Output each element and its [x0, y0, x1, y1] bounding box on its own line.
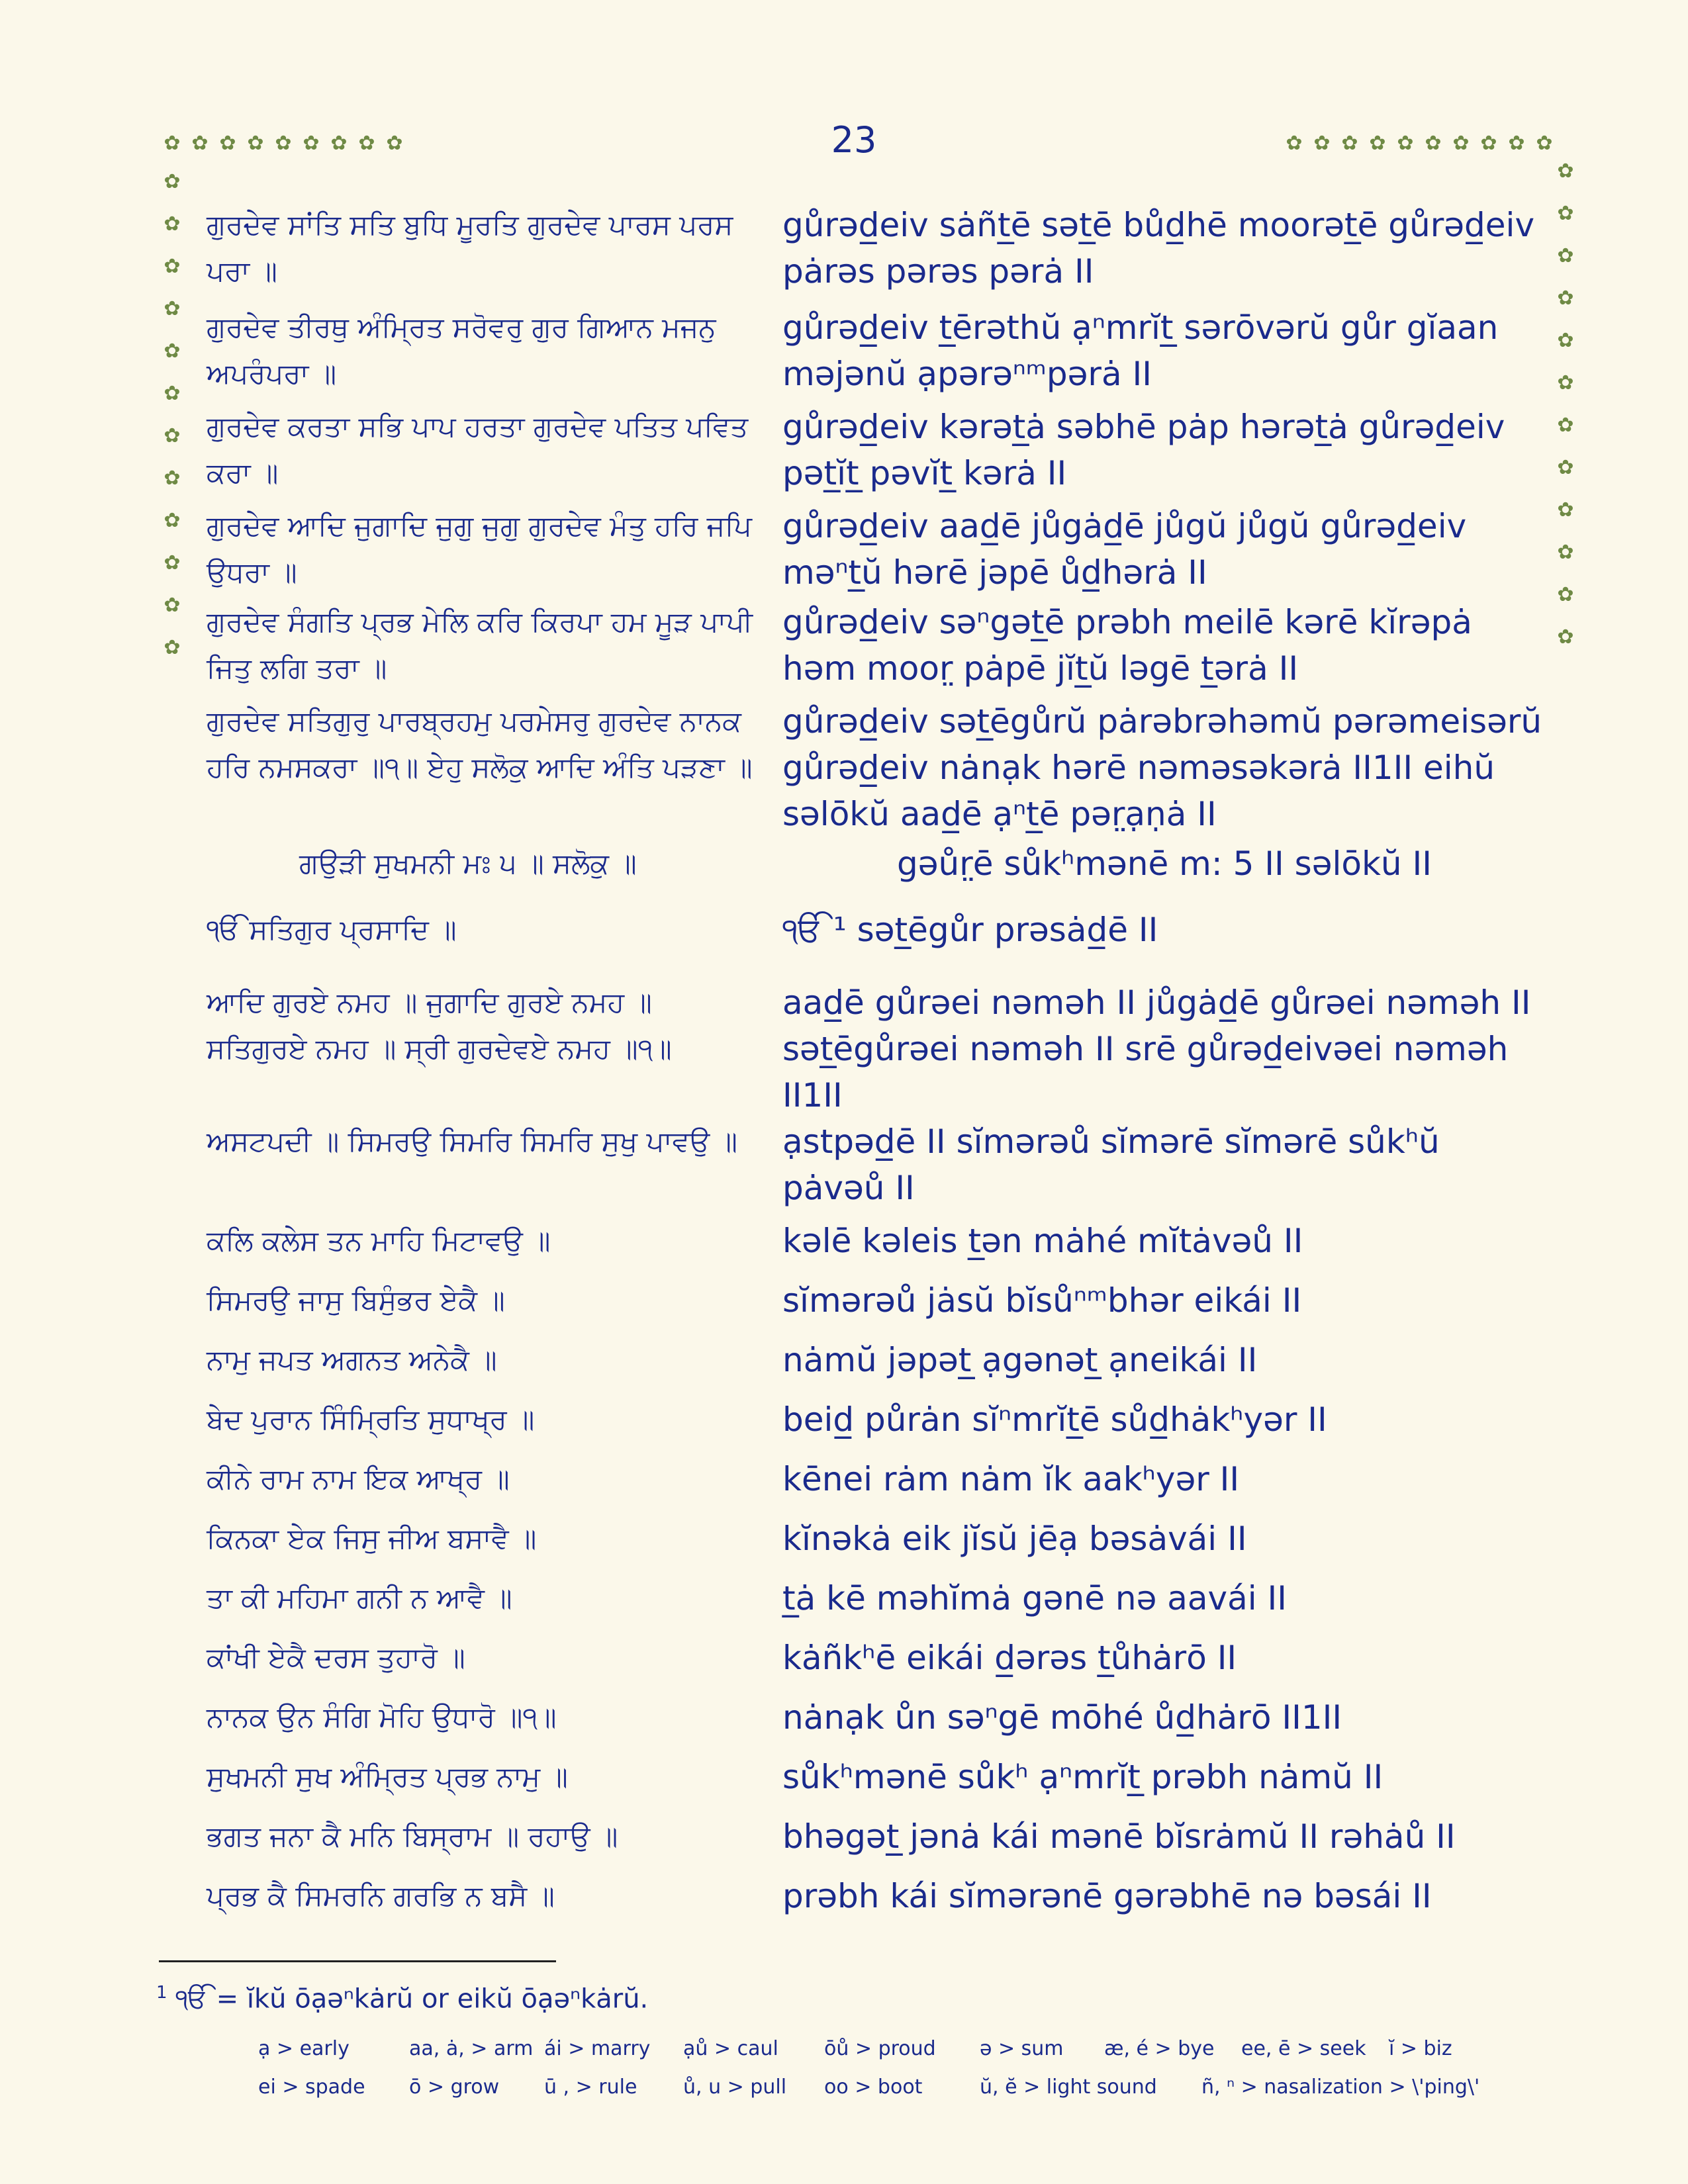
gurmukhi-verse: ਭਗਤ ਜਨਾ ਕੈ ਮਨਿ ਬਿਸ੍ਰਾਮ ॥ ਰਹਾਉ ॥	[207, 1820, 618, 1852]
legend-item: ů, u > pull	[683, 2075, 787, 2099]
flower-icon: ✿	[247, 132, 264, 155]
flower-icon: ✿	[164, 594, 181, 617]
legend-item: ee, ē > seek	[1241, 2037, 1366, 2060]
flower-icon: ✿	[1480, 132, 1497, 155]
legend-item: æ, é > bye	[1104, 2037, 1215, 2060]
transliteration-verse: sĭmərəů jȧsŭ bĭsůⁿᵐbhər eikái II	[782, 1281, 1302, 1320]
flower-icon: ✿	[164, 382, 181, 405]
gurmukhi-verse: ਆਦਿ ਗੁਰਏ ਨਮਹ ॥ ਜੁਗਾਦਿ ਗੁਰਏ ਨਮਹ ॥ ਸਤਿਗੁਰਏ ਨਮਹ ॥ ਸ੍ਰੀ ਗੁਰਦੇਵਏ ਨਮਹ ॥੧॥	[207, 986, 672, 1065]
flower-icon: ✿	[1452, 132, 1470, 155]
flower-icon: ✿	[164, 636, 181, 659]
gurmukhi-verse: ਗੁਰਦੇਵ ਸਾਂਤਿ ਸਤਿ ਬੁਧਿ ਮੂਰਤਿ ਗੁਰਦੇਵ ਪਾਰਸ ਪਰਸ ਪਰਾ ॥	[207, 208, 733, 287]
flower-icon: ✿	[1508, 132, 1525, 155]
gurmukhi-verse: ਕਿਨਕਾ ਏਕ ਜਿਸੁ ਜੀਅ ਬਸਾਵੈ ॥	[207, 1522, 537, 1555]
flower-icon: ✿	[1557, 456, 1574, 479]
transliteration-verse: ạstpəd̲ē II sĭmərəů sĭmərē sĭmərē sůkʰŭ pȧvəů II	[782, 1122, 1440, 1207]
gurmukhi-verse: ਗੁਰਦੇਵ ਤੀਰਥੁ ਅੰਮ੍ਰਿਤ ਸਰੋਵਰੁ ਗੁਰ ਗਿਆਨ ਮਜਨੁ ਅਪਰੰਪਰਾ ॥	[207, 311, 716, 390]
gurmukhi-verse: ਸਿਮਰਉ ਜਾਸੁ ਬਿਸੁੰਭਰ ਏਕੈ ॥	[207, 1284, 505, 1316]
flower-icon: ✿	[1557, 371, 1574, 394]
flower-icon: ✿	[164, 297, 181, 320]
flower-icon: ✿	[164, 424, 181, 447]
gurmukhi-verse: ਤਾ ਕੀ ਮਹਿਮਾ ਗਨੀ ਨ ਆਵੈ ॥	[207, 1582, 512, 1614]
flower-icon: ✿	[303, 132, 320, 155]
transliteration-verse: gůrəd̲eiv sȧñt̲ē sət̲ē bůd̲hē moorət̲ē gůrəd̲eiv pȧrəs pərəs pərȧ II	[782, 206, 1535, 291]
transliteration-verse: gəůr̤ē sůkʰmənē m: 5 II səlōkŭ II	[897, 844, 1432, 883]
flower-icon: ✿	[358, 132, 375, 155]
flower-icon: ✿	[1557, 202, 1574, 225]
gurmukhi-verse: ਕਾਂਖੀ ਏਕੈ ਦਰਸ ਤੁਹਾਰੋ ॥	[207, 1641, 465, 1674]
flower-icon: ✿	[1557, 287, 1574, 310]
flower-icon: ✿	[1369, 132, 1386, 155]
gurmukhi-verse: ੴ ਸਤਿਗੁਰ ਪ੍ਰਸਾਦਿ ॥	[207, 913, 457, 946]
flower-icon: ✿	[1557, 541, 1574, 564]
transliteration-verse: ੴ ¹ sət̲ēgůr prəsȧd̲ē II	[782, 911, 1158, 949]
transliteration-verse: aad̲ē gůrəei nəməh II jůgȧd̲ē gůrəei nəməh II sət̲ēgůrəei nəməh II srē gůrəd̲eivəei nəməh II1II	[782, 983, 1531, 1115]
legend-item: aa, ȧ, > arm	[409, 2037, 534, 2060]
flower-icon: ✿	[1425, 132, 1442, 155]
gurmukhi-verse: ਨਾਨਕ ਉਨ ਸੰਗਿ ਮੋਹਿ ਉਧਾਰੋ ॥੧॥	[207, 1701, 557, 1733]
flower-icon: ✿	[164, 212, 181, 236]
footnote	[156, 1983, 1149, 2014]
gurmukhi-verse: ਗਉੜੀ ਸੁਖਮਨੀ ਮਃ ੫ ॥ ਸਲੋਕੁ ॥	[299, 847, 637, 880]
flower-icon: ✿	[1557, 329, 1574, 352]
footnote-text: ੴ = ĭkŭ ōạəⁿkȧrŭ or eikŭ ōạəⁿkȧrŭ.	[175, 1983, 649, 2015]
transliteration-verse: bhəgət̲ jənȧ kái mənē bĭsrȧmŭ II rəhȧů II	[782, 1817, 1456, 1856]
legend-item: ñ, ⁿ > nasalization > \'ping\'	[1201, 2075, 1480, 2099]
transliteration-verse: t̲ȧ kē məhĭmȧ gənē nə aavái II	[782, 1579, 1288, 1617]
flower-icon: ✿	[1286, 132, 1303, 155]
gurmukhi-verse: ਪ੍ਰਭ ਕੈ ਸਿਮਰਨਿ ਗਰਭਿ ਨ ਬਸੈ ॥	[207, 1880, 555, 1912]
flower-icon: ✿	[1397, 132, 1414, 155]
flower-icon: ✿	[164, 132, 181, 155]
flower-icon: ✿	[219, 132, 236, 155]
transliteration-verse: prəbh kái sĭmərənē gərəbhē nə bəsái II	[782, 1877, 1432, 1915]
flower-icon: ✿	[164, 255, 181, 278]
legend-item: ĭ > biz	[1389, 2037, 1452, 2060]
legend-item: ō > grow	[409, 2075, 500, 2099]
flower-icon: ✿	[1536, 132, 1553, 155]
gurmukhi-verse: ਕੀਨੇ ਰਾਮ ਨਾਮ ਇਕ ਆਖ੍ਰ ॥	[207, 1463, 510, 1495]
flower-icon: ✿	[1557, 498, 1574, 522]
gurmukhi-verse: ਨਾਮੁ ਜਪਤ ਅਗਨਤ ਅਨੇਕੈ ॥	[207, 1343, 497, 1376]
transliteration-verse: gůrəd̲eiv aad̲ē jůgȧd̲ē jůgŭ jůgŭ gůrəd̲eiv məⁿt̲ŭ hərē jəpē ůd̲hərȧ II	[782, 507, 1467, 592]
flower-icon: ✿	[330, 132, 348, 155]
transliteration-verse: nȧmŭ jəpət̲ ạgənət̲ ạneikái II	[782, 1341, 1258, 1379]
flower-icon: ✿	[1557, 244, 1574, 267]
transliteration-verse: beid̲ půrȧn sĭⁿmrĭt̲ē sůd̲hȧkʰyər II	[782, 1400, 1327, 1439]
transliteration-verse: nȧnạk ůn səⁿgē mōhé ůd̲hȧrō II1II	[782, 1698, 1342, 1737]
transliteration-verse: sůkʰmənē sůkʰ ạⁿmrĭt̲ prəbh nȧmŭ II	[782, 1758, 1383, 1796]
transliteration-verse: kəlē kəleis t̲ən mȧhé mĭtȧvəů II	[782, 1222, 1303, 1260]
gurmukhi-verse: ਸੁਖਮਨੀ ਸੁਖ ਅੰਮ੍ਰਿਤ ਪ੍ਰਭ ਨਾਮੁ ॥	[207, 1760, 568, 1793]
transliteration-verse: gůrəd̲eiv səⁿgət̲ē prəbh meilē kərē kĭrəpȧ həm moor̤ pȧpē jĭt̲ŭ ləgē t̲ərȧ II	[782, 603, 1472, 688]
gurmukhi-verse: ਗੁਰਦੇਵ ਕਰਤਾ ਸਭਿ ਪਾਪ ਹਰਤਾ ਗੁਰਦੇਵ ਪਤਿਤ ਪਵਿਤ ਕਰਾ ॥	[207, 410, 749, 489]
legend-item: ei > spade	[258, 2075, 365, 2099]
legend-item: ōů > proud	[824, 2037, 936, 2060]
transliteration-verse: gůrəd̲eiv t̲ērəthŭ ạⁿmrĭt̲ sərōvərŭ gůr gĭaan məjənŭ ạpərəⁿᵐpərȧ II	[782, 308, 1499, 393]
legend-item: ạ > early	[258, 2037, 350, 2060]
transliteration-verse: gůrəd̲eiv sət̲ēgůrŭ pȧrəbrəhəmŭ pərəmeisərŭ gůrəd̲eiv nȧnạk hərē nəməsəkərȧ II1II eihŭ səlōkŭ aad̲ē ạⁿt̲ē pər̤ạṇȧ II	[782, 702, 1542, 833]
footnote-marker: 1	[156, 1983, 167, 2003]
flower-icon: ✿	[275, 132, 292, 155]
page-number: 23	[831, 119, 877, 161]
flower-icon: ✿	[164, 170, 181, 193]
transliteration-verse: kēnei rȧm nȧm ĭk aakʰyər II	[782, 1460, 1240, 1498]
gurmukhi-verse: ਗੁਰਦੇਵ ਸਤਿਗੁਰੁ ਪਾਰਬ੍ਰਹਮੁ ਪਰਮੇਸਰੁ ਗੁਰਦੇਵ ਨਾਨਕ ਹਰਿ ਨਮਸਕਰਾ ॥੧॥ ਏਹੁ ਸਲੋਕੁ ਆਦਿ ਅੰਤਿ ਪੜਣਾ ॥	[207, 705, 753, 784]
transliteration-verse: kȧñkʰē eikái d̲ərəs t̲ůhȧrō II	[782, 1639, 1237, 1677]
transliteration-verse: gůrəd̲eiv kərət̲ȧ səbhē pȧp hərət̲ȧ gůrəd̲eiv pət̲ĭt̲ pəvĭt̲ kərȧ II	[782, 408, 1505, 492]
flower-icon: ✿	[1557, 414, 1574, 437]
flower-icon: ✿	[1557, 625, 1574, 649]
legend-item: ạů > caul	[683, 2037, 778, 2060]
gurmukhi-verse: ਗੁਰਦੇਵ ਆਦਿ ਜੁਗਾਦਿ ਜੁਗੁ ਜੁਗੁ ਗੁਰਦੇਵ ਮੰਤੁ ਹਰਿ ਜਪਿ ਉਧਰਾ ॥	[207, 510, 752, 588]
legend-item: ū , > rule	[544, 2075, 637, 2099]
flower-icon: ✿	[164, 551, 181, 574]
legend-item: oo > boot	[824, 2075, 923, 2099]
flower-icon: ✿	[386, 132, 403, 155]
transliteration-verse: kĭnəkȧ eik jĭsŭ jēạ bəsȧvái II	[782, 1520, 1247, 1558]
flower-icon: ✿	[164, 340, 181, 363]
gurmukhi-verse: ਕਲਿ ਕਲੇਸ ਤਨ ਮਾਹਿ ਮਿਟਾਵਉ ॥	[207, 1224, 551, 1257]
flower-icon: ✿	[191, 132, 209, 155]
flower-icon: ✿	[1557, 583, 1574, 606]
legend-item: ái > marry	[544, 2037, 651, 2060]
flower-icon: ✿	[164, 467, 181, 490]
legend-item: ə > sum	[980, 2037, 1064, 2060]
gurmukhi-verse: ਗੁਰਦੇਵ ਸੰਗਤਿ ਪ੍ਰਭ ਮੇਲਿ ਕਰਿ ਕਿਰਪਾ ਹਮ ਮੂੜ ਪਾਪੀ ਜਿਤੁ ਲਗਿ ਤਰਾ ॥	[207, 606, 753, 684]
gurmukhi-verse: ਬੇਦ ਪੁਰਾਨ ਸਿੰਮ੍ਰਿਤਿ ਸੁਧਾਖ੍ਰ ॥	[207, 1403, 535, 1435]
flower-icon: ✿	[164, 509, 181, 532]
flower-icon: ✿	[1557, 159, 1574, 183]
footnote-divider	[159, 1960, 556, 1962]
gurmukhi-verse: ਅਸਟਪਦੀ ॥ ਸਿਮਰਉ ਸਿਮਰਿ ਸਿਮਰਿ ਸੁਖੁ ਪਾਵਉ ॥	[207, 1125, 737, 1158]
flower-icon: ✿	[1313, 132, 1331, 155]
flower-icon: ✿	[1341, 132, 1358, 155]
legend-item: ŭ, ĕ > light sound	[980, 2075, 1157, 2099]
